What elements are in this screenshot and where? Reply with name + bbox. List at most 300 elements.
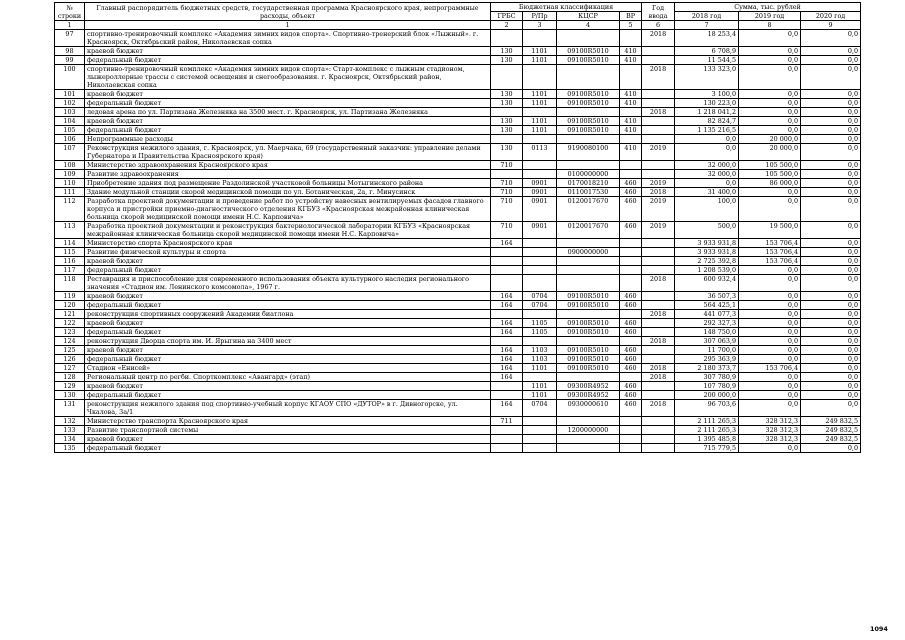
row-number: 119 <box>55 292 85 301</box>
row-rzpr: 1101 <box>523 126 557 135</box>
row-sum-2019: 0,0 <box>739 275 801 292</box>
row-sum-2020: 0,0 <box>801 135 861 144</box>
row-kcsr <box>557 161 620 170</box>
row-number: 121 <box>55 310 85 319</box>
row-sum-2018: 107 780,9 <box>675 382 739 391</box>
row-vr <box>620 310 642 319</box>
row-year <box>642 382 675 391</box>
row-vr <box>620 257 642 266</box>
row-vr: 410 <box>620 56 642 65</box>
row-sum-2019: 0,0 <box>739 30 801 47</box>
row-number: 107 <box>55 144 85 161</box>
row-year <box>642 161 675 170</box>
row-sum-2018: 307 780,9 <box>675 373 739 382</box>
row-name: федеральный бюджет <box>85 355 491 364</box>
row-rzpr: 0704 <box>523 292 557 301</box>
row-number: 120 <box>55 301 85 310</box>
row-sum-2018: 32 000,0 <box>675 170 739 179</box>
row-sum-2018: 1 395 485,8 <box>675 435 739 444</box>
row-vr <box>620 65 642 90</box>
row-grbs <box>491 135 523 144</box>
row-rzpr <box>523 30 557 47</box>
row-sum-2020: 0,0 <box>801 108 861 117</box>
row-vr <box>620 161 642 170</box>
row-vr: 410 <box>620 126 642 135</box>
row-rzpr <box>523 65 557 90</box>
row-sum-2020: 0,0 <box>801 391 861 400</box>
row-name: Реставрация и приспособление для современного использования объекта культурного наследия регионального значения «Стадион им. Ленинского комсомола», 1967 г. <box>85 275 491 292</box>
row-grbs <box>491 444 523 453</box>
header-index: 6 <box>642 21 675 30</box>
row-kcsr <box>557 275 620 292</box>
table-row <box>55 239 861 248</box>
budget-table-sheet <box>54 2 860 453</box>
row-rzpr <box>523 239 557 248</box>
row-sum-2019: 0,0 <box>739 346 801 355</box>
row-sum-2019: 105 500,0 <box>739 161 801 170</box>
row-grbs <box>491 266 523 275</box>
row-sum-2020: 0,0 <box>801 382 861 391</box>
row-grbs <box>491 435 523 444</box>
row-sum-2018: 133 323,0 <box>675 65 739 90</box>
row-vr: 460 <box>620 364 642 373</box>
table-row <box>55 337 861 346</box>
table-row <box>55 292 861 301</box>
row-sum-2020: 0,0 <box>801 337 861 346</box>
row-sum-2020: 0,0 <box>801 257 861 266</box>
row-vr <box>620 170 642 179</box>
row-sum-2018: 600 932,4 <box>675 275 739 292</box>
row-sum-2018: 6 708,9 <box>675 47 739 56</box>
row-vr: 460 <box>620 319 642 328</box>
row-number: 133 <box>55 426 85 435</box>
row-sum-2019: 0,0 <box>739 126 801 135</box>
row-number: 116 <box>55 257 85 266</box>
row-kcsr <box>557 135 620 144</box>
row-year <box>642 90 675 99</box>
row-year <box>642 248 675 257</box>
row-grbs: 130 <box>491 117 523 126</box>
row-sum-2018: 32 000,0 <box>675 161 739 170</box>
row-sum-2019: 0,0 <box>739 117 801 126</box>
row-number: 111 <box>55 188 85 197</box>
row-year <box>642 391 675 400</box>
row-grbs: 710 <box>491 161 523 170</box>
row-sum-2018: 307 063,9 <box>675 337 739 346</box>
row-sum-2018: 96 703,6 <box>675 400 739 417</box>
header-2018: 2018 год <box>675 12 739 21</box>
row-vr: 410 <box>620 144 642 161</box>
row-sum-2020: 249 832,5 <box>801 417 861 426</box>
table-row <box>55 248 861 257</box>
row-grbs: 710 <box>491 197 523 222</box>
row-vr: 410 <box>620 99 642 108</box>
row-sum-2020: 0,0 <box>801 222 861 239</box>
row-number: 110 <box>55 179 85 188</box>
row-grbs <box>491 30 523 47</box>
row-number: 127 <box>55 364 85 373</box>
row-sum-2019: 0,0 <box>739 197 801 222</box>
row-number: 102 <box>55 99 85 108</box>
budget-table <box>54 2 861 453</box>
row-grbs <box>491 337 523 346</box>
row-number: 129 <box>55 382 85 391</box>
row-rzpr <box>523 417 557 426</box>
row-number: 115 <box>55 248 85 257</box>
row-sum-2018: 1 218 041,2 <box>675 108 739 117</box>
row-year <box>642 47 675 56</box>
row-number: 100 <box>55 65 85 90</box>
row-sum-2018: 11 544,5 <box>675 56 739 65</box>
row-vr: 410 <box>620 47 642 56</box>
row-name: федеральный бюджет <box>85 266 491 275</box>
row-number: 112 <box>55 197 85 222</box>
page-number: 1094 <box>870 625 888 633</box>
row-sum-2020: 0,0 <box>801 444 861 453</box>
row-rzpr: 1101 <box>523 382 557 391</box>
table-row <box>55 197 861 222</box>
row-sum-2020: 0,0 <box>801 275 861 292</box>
row-grbs: 130 <box>491 56 523 65</box>
row-year <box>642 239 675 248</box>
row-number: 131 <box>55 400 85 417</box>
row-kcsr: 09100R5010 <box>557 346 620 355</box>
row-grbs: 710 <box>491 179 523 188</box>
row-name: краевой бюджет <box>85 435 491 444</box>
row-kcsr: 09100R5010 <box>557 292 620 301</box>
row-sum-2018: 295 363,9 <box>675 355 739 364</box>
row-kcsr: 0100000000 <box>557 170 620 179</box>
row-sum-2018: 3 933 931,8 <box>675 248 739 257</box>
row-sum-2019: 0,0 <box>739 373 801 382</box>
table-row <box>55 328 861 337</box>
header-kcsr: КЦСР <box>557 12 620 21</box>
table-row <box>55 275 861 292</box>
row-sum-2020: 0,0 <box>801 30 861 47</box>
row-name: Развитие транспортной системы <box>85 426 491 435</box>
row-sum-2018: 31 400,0 <box>675 188 739 197</box>
row-kcsr: 09100R5010 <box>557 328 620 337</box>
header-budget-classification: Бюджетная классификация <box>491 3 642 12</box>
row-name: Реконструкция нежилого здания, г. Красноярск, ул. Маерчака, 69 (государственный заказчик: управление делами Губернатора и Правительства Красноярского края) <box>85 144 491 161</box>
row-grbs <box>491 382 523 391</box>
row-year <box>642 266 675 275</box>
row-sum-2019: 328 312,3 <box>739 435 801 444</box>
row-number: 113 <box>55 222 85 239</box>
row-grbs: 164 <box>491 400 523 417</box>
row-vr <box>620 239 642 248</box>
row-name: спортивно-тренировочный комплекс «Академия зимних видов спорта». Спортивно-тренерский блок «Лыжный». г. Красноярск, Октябрьский район, Николаевская сопка <box>85 30 491 47</box>
row-grbs: 130 <box>491 144 523 161</box>
row-vr <box>620 373 642 382</box>
row-year <box>642 257 675 266</box>
row-sum-2019: 0,0 <box>739 310 801 319</box>
row-rzpr <box>523 444 557 453</box>
row-grbs: 164 <box>491 239 523 248</box>
row-name: Развитие физической культуры и спорта <box>85 248 491 257</box>
row-sum-2020: 0,0 <box>801 400 861 417</box>
row-sum-2018: 36 507,3 <box>675 292 739 301</box>
row-rzpr: 0901 <box>523 188 557 197</box>
row-vr <box>620 417 642 426</box>
row-grbs <box>491 108 523 117</box>
row-kcsr <box>557 30 620 47</box>
table-row <box>55 319 861 328</box>
row-sum-2019: 328 312,3 <box>739 417 801 426</box>
table-row <box>55 126 861 135</box>
row-name: федеральный бюджет <box>85 444 491 453</box>
row-sum-2019: 0,0 <box>739 65 801 90</box>
row-vr: 460 <box>620 197 642 222</box>
row-grbs: 164 <box>491 301 523 310</box>
row-rzpr: 1103 <box>523 355 557 364</box>
row-year: 2018 <box>642 65 675 90</box>
header-vr: ВР <box>620 12 642 21</box>
row-sum-2020: 0,0 <box>801 117 861 126</box>
row-grbs <box>491 426 523 435</box>
row-number: 109 <box>55 170 85 179</box>
row-vr: 460 <box>620 222 642 239</box>
row-name: краевой бюджет <box>85 257 491 266</box>
row-sum-2019: 153 706,4 <box>739 364 801 373</box>
row-name: краевой бюджет <box>85 47 491 56</box>
row-vr: 460 <box>620 400 642 417</box>
row-kcsr <box>557 444 620 453</box>
row-name: Разработка проектной документации и реконструкция бактериологической лаборатории КГБУЗ «Красноярская межрайонная клиническая больница скорой медицинской помощи имени Н.С. Карповича» <box>85 222 491 239</box>
row-sum-2020: 0,0 <box>801 188 861 197</box>
row-sum-2018: 2 111 265,3 <box>675 426 739 435</box>
table-row <box>55 266 861 275</box>
row-rzpr <box>523 275 557 292</box>
row-number: 126 <box>55 355 85 364</box>
header-index: 1 <box>85 21 491 30</box>
row-sum-2020: 0,0 <box>801 355 861 364</box>
row-year <box>642 426 675 435</box>
row-kcsr: 0120017670 <box>557 222 620 239</box>
row-year <box>642 170 675 179</box>
row-name: Здание модульной станции скорой медицинской помощи по ул. Ботаническая, 2а, г. Минусинск <box>85 188 491 197</box>
row-vr: 460 <box>620 179 642 188</box>
row-name: федеральный бюджет <box>85 126 491 135</box>
row-sum-2020: 0,0 <box>801 197 861 222</box>
row-number: 125 <box>55 346 85 355</box>
row-kcsr <box>557 108 620 117</box>
row-sum-2018: 1 135 216,5 <box>675 126 739 135</box>
row-name: Региональный центр по регби. Спорткомплекс «Авангард» (этап) <box>85 373 491 382</box>
row-year <box>642 126 675 135</box>
row-rzpr <box>523 373 557 382</box>
row-rzpr: 1103 <box>523 346 557 355</box>
row-kcsr <box>557 337 620 346</box>
row-rzpr <box>523 108 557 117</box>
row-rzpr: 1105 <box>523 319 557 328</box>
row-name: федеральный бюджет <box>85 391 491 400</box>
header-rzpr: Р/Пр <box>523 12 557 21</box>
header-name: Главный распорядитель бюджетных средств, государственная программа Красноярского края, непрограммные расходы, объект <box>85 3 491 21</box>
row-year <box>642 292 675 301</box>
row-grbs <box>491 310 523 319</box>
row-vr: 460 <box>620 301 642 310</box>
table-row <box>55 179 861 188</box>
row-sum-2020: 249 832,5 <box>801 426 861 435</box>
row-name: Министерство здравоохранения Красноярского края <box>85 161 491 170</box>
header-index: 2 <box>491 21 523 30</box>
table-row <box>55 108 861 117</box>
row-sum-2019: 0,0 <box>739 108 801 117</box>
row-sum-2020: 0,0 <box>801 179 861 188</box>
table-row <box>55 310 861 319</box>
table-row <box>55 257 861 266</box>
row-name: Развитие здравоохранения <box>85 170 491 179</box>
row-kcsr: 09100R5010 <box>557 90 620 99</box>
row-rzpr <box>523 337 557 346</box>
row-rzpr <box>523 426 557 435</box>
header-2020: 2020 год <box>801 12 861 21</box>
table-header <box>55 3 861 30</box>
row-sum-2020: 0,0 <box>801 56 861 65</box>
row-sum-2019: 19 500,0 <box>739 222 801 239</box>
row-sum-2019: 0,0 <box>739 444 801 453</box>
row-sum-2020: 0,0 <box>801 364 861 373</box>
table-row <box>55 382 861 391</box>
row-kcsr: 0110017530 <box>557 188 620 197</box>
row-grbs <box>491 391 523 400</box>
table-row <box>55 170 861 179</box>
row-number: 99 <box>55 56 85 65</box>
header-index-row <box>55 21 861 30</box>
header-index: 1 <box>55 21 85 30</box>
row-number: 105 <box>55 126 85 135</box>
row-name: ледовая арена по ул. Партизана Железняка на 3500 мест. г. Красноярск, ул. Партизана Железняка <box>85 108 491 117</box>
row-name: Стадион «Енисей» <box>85 364 491 373</box>
row-number: 104 <box>55 117 85 126</box>
row-sum-2019: 0,0 <box>739 56 801 65</box>
row-kcsr: 0120017670 <box>557 197 620 222</box>
row-year: 2019 <box>642 197 675 222</box>
row-sum-2020: 0,0 <box>801 301 861 310</box>
row-number: 123 <box>55 328 85 337</box>
row-sum-2019: 0,0 <box>739 266 801 275</box>
row-number: 108 <box>55 161 85 170</box>
row-sum-2018: 11 700,0 <box>675 346 739 355</box>
row-grbs: 130 <box>491 99 523 108</box>
row-sum-2018: 1 208 539,0 <box>675 266 739 275</box>
row-sum-2019: 153 706,4 <box>739 257 801 266</box>
row-sum-2018: 0,0 <box>675 179 739 188</box>
row-sum-2019: 0,0 <box>739 355 801 364</box>
row-vr <box>620 108 642 117</box>
row-grbs: 164 <box>491 355 523 364</box>
row-grbs: 710 <box>491 188 523 197</box>
row-sum-2019: 105 500,0 <box>739 170 801 179</box>
table-body <box>55 30 861 453</box>
row-sum-2019: 0,0 <box>739 382 801 391</box>
row-kcsr <box>557 257 620 266</box>
row-rzpr: 1101 <box>523 47 557 56</box>
row-year <box>642 117 675 126</box>
row-sum-2018: 715 779,5 <box>675 444 739 453</box>
row-grbs <box>491 65 523 90</box>
row-sum-2018: 564 425,1 <box>675 301 739 310</box>
row-sum-2020: 0,0 <box>801 170 861 179</box>
row-sum-2020: 0,0 <box>801 319 861 328</box>
row-sum-2018: 82 824,7 <box>675 117 739 126</box>
row-year <box>642 135 675 144</box>
row-sum-2020: 0,0 <box>801 161 861 170</box>
row-grbs: 710 <box>491 222 523 239</box>
row-vr <box>620 135 642 144</box>
row-rzpr <box>523 170 557 179</box>
row-kcsr: 09100R5010 <box>557 364 620 373</box>
row-name: краевой бюджет <box>85 346 491 355</box>
row-grbs: 164 <box>491 319 523 328</box>
header-2019: 2019 год <box>739 12 801 21</box>
row-year <box>642 56 675 65</box>
row-number: 117 <box>55 266 85 275</box>
row-rzpr: 0901 <box>523 179 557 188</box>
row-year: 2019 <box>642 179 675 188</box>
row-rzpr: 0901 <box>523 222 557 239</box>
row-kcsr: 09100R5010 <box>557 126 620 135</box>
row-sum-2019: 153 706,4 <box>739 248 801 257</box>
header-index: 7 <box>675 21 739 30</box>
row-vr <box>620 248 642 257</box>
table-row <box>55 355 861 364</box>
row-number: 134 <box>55 435 85 444</box>
row-sum-2018: 500,0 <box>675 222 739 239</box>
table-row <box>55 30 861 47</box>
row-rzpr: 0901 <box>523 197 557 222</box>
row-sum-2020: 0,0 <box>801 373 861 382</box>
row-year: 2018 <box>642 30 675 47</box>
row-year <box>642 346 675 355</box>
row-vr <box>620 426 642 435</box>
row-number: 97 <box>55 30 85 47</box>
row-grbs: 164 <box>491 292 523 301</box>
row-rzpr: 0113 <box>523 144 557 161</box>
row-vr: 460 <box>620 328 642 337</box>
row-year <box>642 355 675 364</box>
row-sum-2020: 0,0 <box>801 292 861 301</box>
row-year: 2018 <box>642 364 675 373</box>
row-number: 128 <box>55 373 85 382</box>
table-row <box>55 135 861 144</box>
header-index: 8 <box>739 21 801 30</box>
header-year-input: Год ввода <box>642 3 675 21</box>
row-sum-2020: 249 832,5 <box>801 435 861 444</box>
table-row <box>55 435 861 444</box>
row-sum-2019: 0,0 <box>739 188 801 197</box>
row-vr <box>620 337 642 346</box>
row-vr: 410 <box>620 117 642 126</box>
row-name: федеральный бюджет <box>85 99 491 108</box>
row-kcsr: 09100R5010 <box>557 56 620 65</box>
row-number: 106 <box>55 135 85 144</box>
row-kcsr: 09100R5010 <box>557 355 620 364</box>
row-kcsr <box>557 310 620 319</box>
table-row <box>55 444 861 453</box>
row-name: реконструкция спортивных сооружений Академии биатлона <box>85 310 491 319</box>
row-name: Непрограммные расходы <box>85 135 491 144</box>
row-year: 2018 <box>642 400 675 417</box>
row-grbs: 130 <box>491 47 523 56</box>
row-name: Министерство транспорта Красноярского края <box>85 417 491 426</box>
row-sum-2018: 3 933 931,8 <box>675 239 739 248</box>
row-sum-2020: 0,0 <box>801 346 861 355</box>
table-row <box>55 144 861 161</box>
row-number: 130 <box>55 391 85 400</box>
header-sum: Сумма, тыс. рублей <box>675 3 861 12</box>
